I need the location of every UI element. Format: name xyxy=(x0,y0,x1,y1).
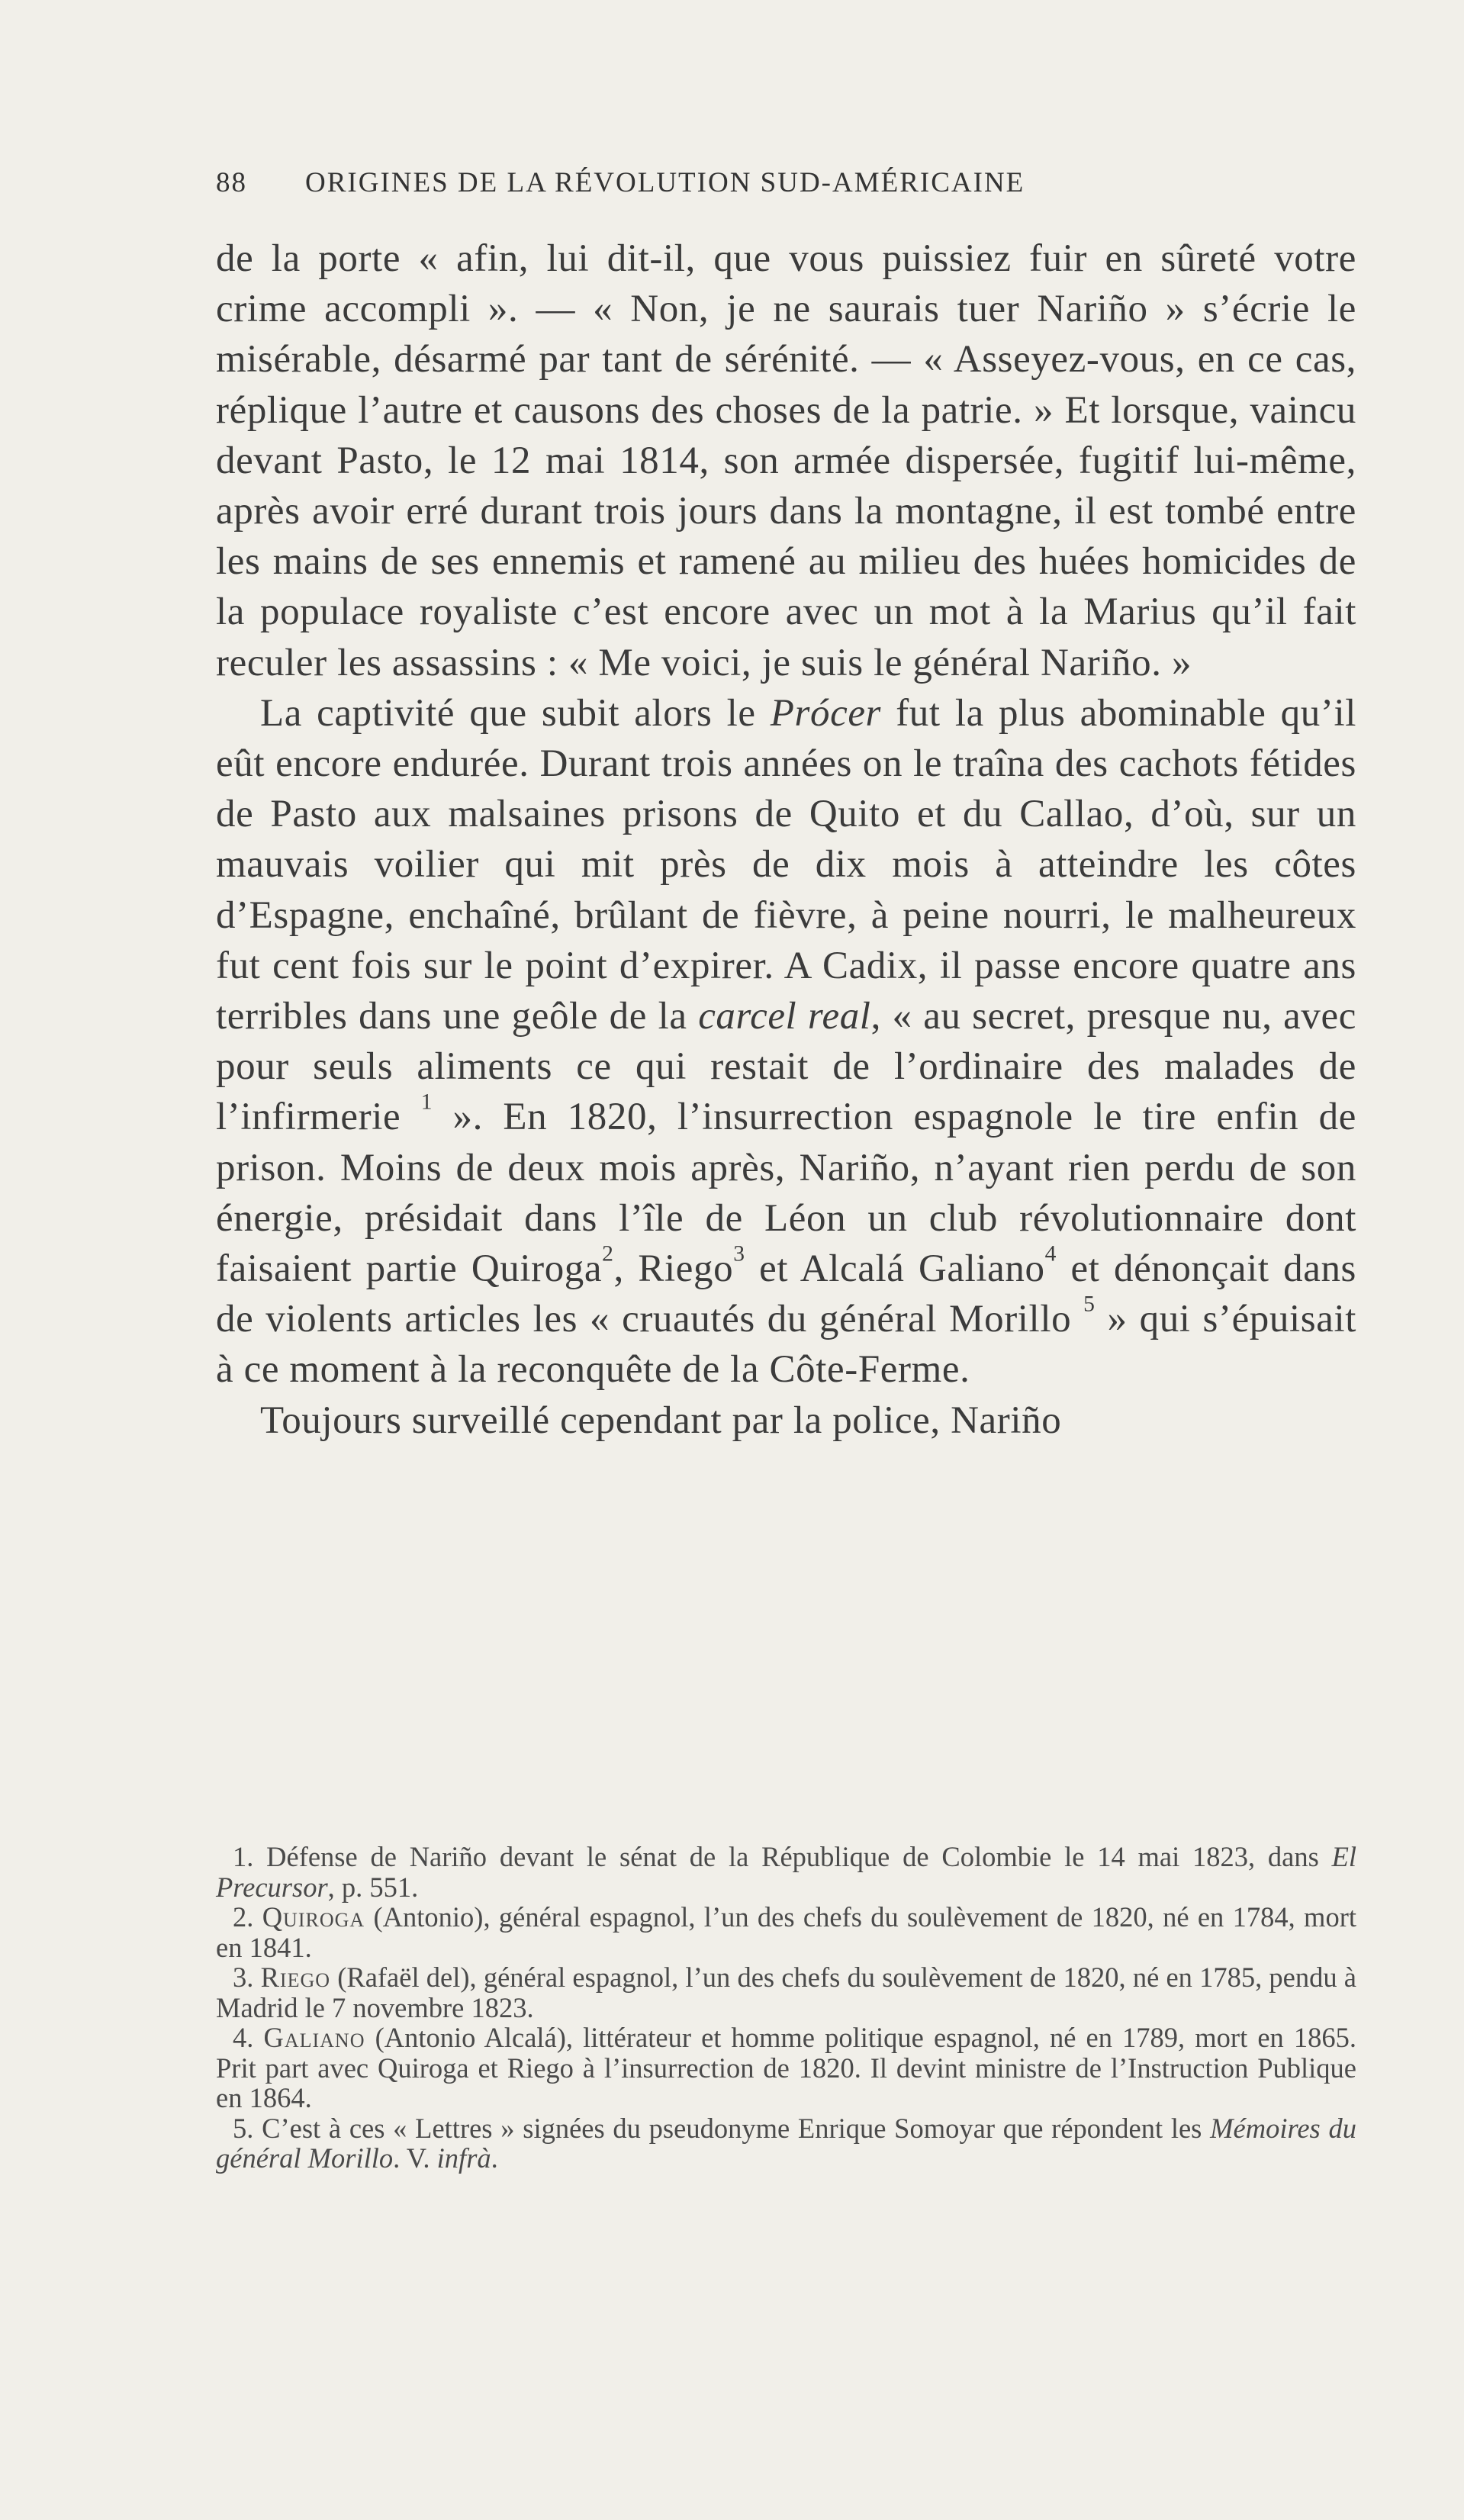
paragraph-2-text: et dénonçait dans de violents articles les « cruautés du général Morillo xyxy=(216,1247,1356,1341)
footnote-ref-4: 4 xyxy=(1044,1241,1057,1266)
footnote-5-text: 5. C’est à ces « Lettres » signées du pseudonyme Enrique Somoyar que répondent les xyxy=(233,2112,1211,2144)
footnote-1-text: 1. Défense de Nariño devant le sénat de la République de Colombie le 14 mai 1823, dans xyxy=(233,1841,1332,1872)
paragraph-2-text: et Alcalá Galiano xyxy=(745,1247,1045,1291)
paragraph-2-text: » qui s’épuisait à ce moment à la reconquête de la Côte-Ferme. xyxy=(216,1298,1356,1392)
footnote-5-infra: infrà xyxy=(436,2142,491,2174)
paragraph-2 xyxy=(216,688,1356,1395)
emphasis-procer: Prócer xyxy=(770,691,882,735)
footnote-1-title: El Precursor xyxy=(216,1841,1356,1903)
paragraph-2-text: La captivité que subit alors le xyxy=(260,691,771,735)
footnote-5-text: . V. xyxy=(393,2142,437,2174)
footnote-5-title: Mémoires du général Morillo xyxy=(216,2112,1356,2174)
footnote-2-number: 2. xyxy=(233,1901,262,1933)
paragraph-1-text: de la porte « afin, lui dit-il, que vous puissiez fuir en sûreté votre crime accompli ». — « Non, je ne saurais tuer Nariño » s’écrie le misérable, désarmé par tant de sérénité. — « Asseyez-vous, en ce cas, réplique l’autre et causons des choses de la patrie. » Et lorsque, vaincu devant Pasto, le 12 mai 1814, son armée dispersée, fugitif lui-même, après avoir erré durant trois jours dans la montagne, il est tombé entre les mains de ses ennemis et ramené au milieu des huées homicides de la populace royaliste c’est encore avec un mot à la Marius qu’il fait reculer les assassins : « Me voici, je suis le général Nariño. » xyxy=(216,237,1356,684)
footnote-1 xyxy=(216,1842,1356,1902)
paragraph-2-text: , Riego xyxy=(613,1247,734,1291)
footnote-4-number: 4. xyxy=(233,2022,264,2053)
footnote-2 xyxy=(216,1902,1356,1962)
footnote-5-text: . xyxy=(491,2142,498,2174)
paragraph-2-text: fut la plus abominable qu’il eût encore endurée. Durant trois années on le traîna des cachots fétides de Pasto aux malsaines prisons de Quito et du Callao, d’où, sur un mauvais voilier qui mit près de dix mois à atteindre les côtes d’Espagne, enchaîné, brûlant de fièvre, à peine nourri, le malheureux fut cent fois sur le point d’expirer. A Cadix, il passe encore quatre ans terribles dans une geôle de la xyxy=(216,691,1356,1038)
footnote-1-text: , p. 551. xyxy=(327,1871,419,1903)
footnote-3 xyxy=(216,1962,1356,2023)
paragraph-3-text: Toujours surveillé cependant par la police, Nariño xyxy=(260,1398,1062,1442)
emphasis-carcel-real: carcel real xyxy=(698,995,871,1038)
footnote-ref-1: 1 xyxy=(420,1089,433,1115)
body-text xyxy=(216,233,1356,1446)
footnote-ref-3: 3 xyxy=(733,1241,745,1266)
footnote-2-name: Quiroga xyxy=(262,1901,365,1933)
footnote-3-text: (Rafaël del), général espagnol, l’un des chefs du soulèvement de 1820, né en 1785, pendu à Madrid le 7 novembre 1823. xyxy=(216,1962,1356,2023)
running-title: ORIGINES DE LA RÉVOLUTION SUD-AMÉRICAINE xyxy=(305,167,1025,198)
paragraph-3 xyxy=(216,1395,1356,1446)
footnote-5 xyxy=(216,2113,1356,2174)
footnote-4-text: (Antonio Alcalá), littérateur et homme politique espagnol, né en 1789, mort en 1865. Prit part avec Quiroga et Riego à l’insurrection de 1820. Il devint ministre de l’Instruction Publique en 1864. xyxy=(216,2022,1357,2113)
footnote-ref-2: 2 xyxy=(602,1241,614,1266)
paragraph-1 xyxy=(216,233,1356,688)
footnote-ref-5: 5 xyxy=(1083,1292,1096,1317)
footnote-4 xyxy=(216,2023,1356,2113)
page-header xyxy=(216,166,1360,203)
footnote-3-number: 3. xyxy=(233,1962,261,1993)
footnote-4-name: Galiano xyxy=(263,2022,365,2053)
page-number: 88 xyxy=(216,167,247,198)
paragraph-2-text: , « au secret, presque nu, avec pour seuls aliments ce qui restait de l’ordinaire des malades de l’infirmerie xyxy=(216,995,1356,1139)
footnote-3-name: Riego xyxy=(260,1962,331,1993)
footnote-2-text: (Antonio), général espagnol, l’un des chefs du soulèvement de 1820, né en 1784, mort en 1841. xyxy=(216,1901,1356,1963)
footnotes xyxy=(216,1842,1356,2174)
paragraph-2-text: ». En 1820, l’insurrection espagnole le tire enfin de prison. Moins de deux mois après, Nariño, n’ayant rien perdu de son énergie, présidait dans l’île de Léon un club révolutionnaire dont faisaient partie Quiroga xyxy=(216,1096,1356,1291)
